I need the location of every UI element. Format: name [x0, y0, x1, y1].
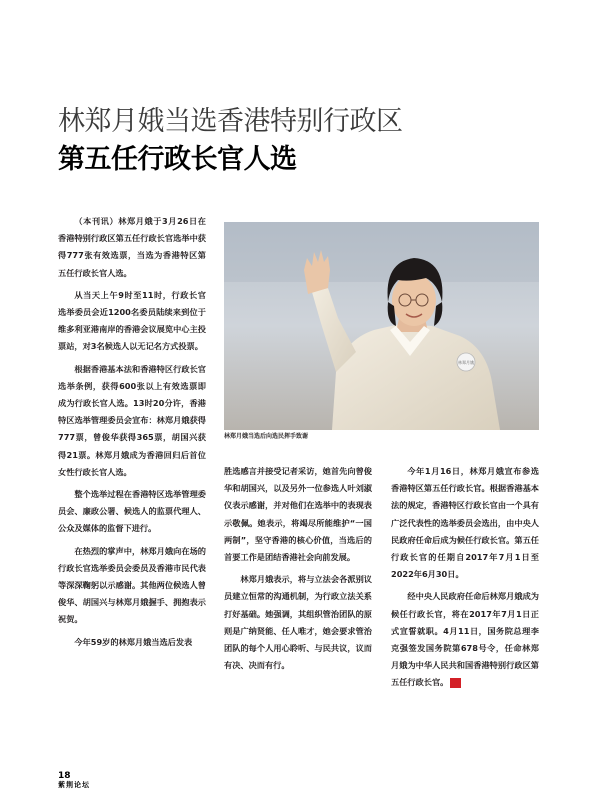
paragraph: 在热烈的掌声中，林郑月娥向在场的行政长官选举委员会委员及香港市民代表等深深鞠躬以示感谢。其他两位候选人曾俊华、胡国兴与林郑月娥握手、拥抱表示祝贺。 [58, 545, 206, 625]
article-column-3 [391, 463, 539, 697]
name-badge: 林郑月娥 [458, 360, 474, 365]
photo-illustration [224, 222, 539, 430]
paragraph: 整个选举过程在香港特区选举管理委员会、廉政公署、候选人的监票代理人、公众及媒体的监督下进行。 [58, 489, 206, 534]
headline-line-2: 第五任行政长官人选 [58, 144, 297, 175]
page-number: 18 [58, 771, 71, 781]
article-column-2 [224, 463, 372, 679]
end-mark-icon: N [450, 678, 461, 688]
paragraph: 今年1月16日，林郑月娥宣布参选香港特区第五任行政长官。根据香港基本法的规定，香港特区行政长官由一个具有广泛代表性的选举委员会选出，由中央人民政府任命后成为候任行政长官。第五任行政长官的任期自2017年7月1日至2022年6月30日。 [391, 466, 539, 580]
headline-line-1: 林郑月娥当选香港特别行政区 [58, 106, 403, 137]
photo-caption: 林郑月娥当选后向选民挥手致谢 [224, 433, 309, 440]
paragraph: 胜选感言并接受记者采访，她首先向曾俊华和胡国兴，以及另外一位参选人叶刘淑仪表示感谢，并对他们在选举中的表现表示敬佩。她表示，将竭尽所能维护“一国两制”，坚守香港的核心价值，当选后的首要工作是团结香港社会向前发展。 [224, 466, 372, 563]
paragraph [391, 588, 539, 691]
paragraph: 从当天上午9时至11时，行政长官选举委员会近1200名委员陆续来到位于维多利亚港南岸的香港会议展览中心主投票站，对3名候选人以无记名方式投票。 [58, 289, 206, 352]
magazine-name: 紫荆论坛 [58, 781, 90, 789]
paragraph: 根据香港基本法和香港特区行政长官选举条例，获得600张以上有效选票即成为行政长官人选。13时20分许，香港特区选举管理委员会宣布：林郑月娥获得777票，曾俊华获得365票，胡国兴获得21票。林郑月娥成为香港回归后首位女性行政长官人选。 [58, 363, 206, 477]
photo-carrie-lam-waving [224, 222, 539, 430]
paragraph: 林郑月娥表示，将与立法会各派别议员建立恒常的沟通机制，为行政立法关系打好基础。她强调，其组织管治团队的原则是广纳贤能、任人唯才，她会要求管治团队的每个人用心聆听、与民共议，议而有决、决而有行。 [224, 574, 372, 671]
paragraph-text: 经中央人民政府任命后林郑月娥成为候任行政长官，将在2017年7月1日正式宣誓就职。4月11日，国务院总理李克强签发国务院第678号令，任命林郑月娥为中华人民共和国香港特别行政区第五任行政长官。 [391, 591, 539, 688]
article-column-1 [58, 213, 206, 656]
paragraph: （本刊讯）林郑月娥于3月26日在香港特别行政区第五任行政长官选举中获得777张有效选票，当选为香港特区第五任行政长官人选。 [58, 216, 206, 278]
paragraph: 今年59岁的林郑月娥当选后发表 [74, 636, 193, 647]
